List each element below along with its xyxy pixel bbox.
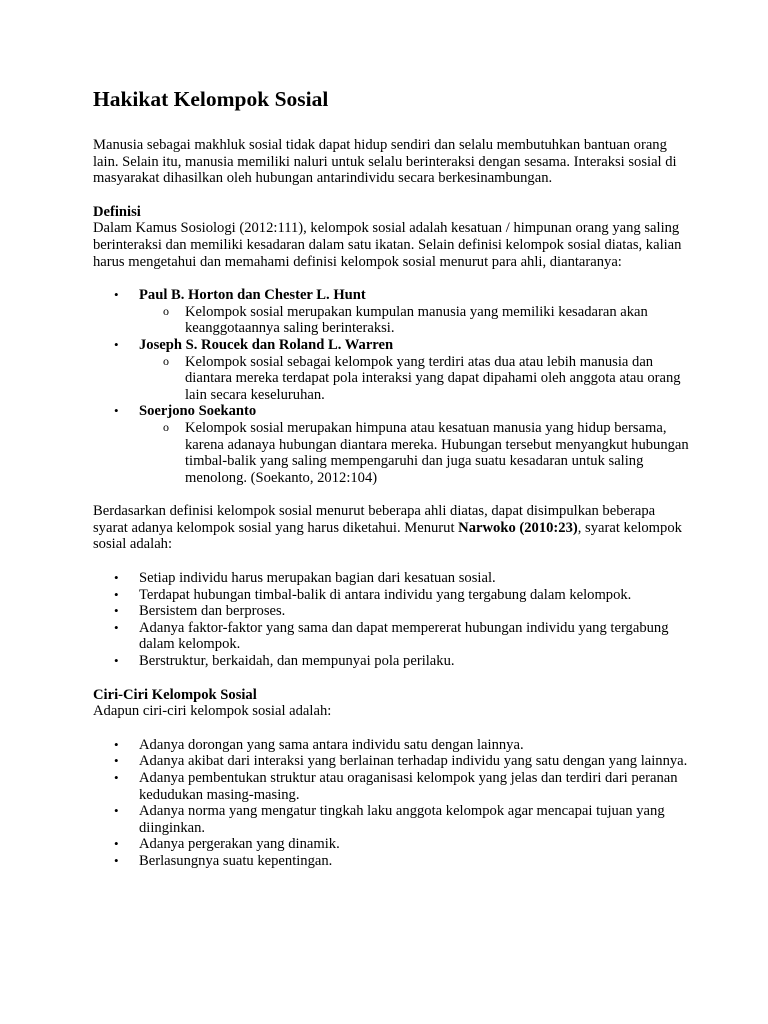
definisi-paragraph: Dalam Kamus Sosiologi (2012:111), kelompok sosial adalah kesatuan / himpunan orang yang saling berinteraksi dan memiliki kesadaran dalam satu ikatan. Selain definisi kelompok sosial diatas, kalian harus mengetahui dan memahami definisi kelompok sosial menurut para ahli, diantaranya: xyxy=(93,220,682,270)
list-item: • Adanya pembentukan struktur atau oraganisasi kelompok yang jelas dan terdiri dari peranan kedudukan masing-masing. xyxy=(93,770,693,803)
expert-name: Soerjono Soekanto xyxy=(139,403,257,420)
definisi-heading: Definisi xyxy=(93,203,141,220)
syarat-text-after: , syarat kelompok sosial adalah: xyxy=(93,519,682,553)
list-item: • Setiap individu harus merupakan bagian dari kesatuan sosial. xyxy=(93,570,693,587)
experts-list xyxy=(93,287,693,486)
syarat-list xyxy=(93,570,693,670)
list-item xyxy=(93,403,693,486)
intro-paragraph: Manusia sebagai makhluk sosial tidak dapat hidup sendiri dan selalu membutuhkan bantuan orang lain. Selain itu, manusia memiliki naluri untuk selalu berinteraksi dengan sesama. Interaksi sosial di masyarakat dihasilkan oleh hubungan antarindividu secara berkesinambungan. xyxy=(93,137,677,187)
list-item: • Adanya faktor-faktor yang sama dan dapat mempererat hubungan individu yang tergabung dalam kelompok. xyxy=(93,620,693,653)
list-item: • Adanya akibat dari interaksi yang berlainan terhadap individu yang satu dengan yang lainnya. xyxy=(93,753,693,770)
ciri-paragraph: Adapun ciri-ciri kelompok sosial adalah: xyxy=(93,703,332,720)
list-item: • Adanya norma yang mengatur tingkah laku anggota kelompok agar mencapai tujuan yang diinginkan. xyxy=(93,803,693,836)
expert-definition: o Kelompok sosial merupakan kumpulan manusia yang memiliki kesadaran akan keanggotaannya saling berinteraksi. xyxy=(93,304,693,337)
list-item: • Adanya pergerakan yang dinamik. xyxy=(93,836,693,853)
expert-name: Paul B. Horton dan Chester L. Hunt xyxy=(139,287,366,304)
page-title: Hakikat Kelompok Sosial xyxy=(93,87,329,111)
ciri-heading: Ciri-Ciri Kelompok Sosial xyxy=(93,686,257,703)
expert-name: Joseph S. Roucek dan Roland L. Warren xyxy=(139,336,394,353)
document-body xyxy=(93,87,693,870)
list-item: • Adanya dorongan yang sama antara individu satu dengan lainnya. xyxy=(93,737,693,754)
list-item: • Berlasungnya suatu kepentingan. xyxy=(93,853,693,870)
ciri-list xyxy=(93,737,693,870)
expert-definition: o Kelompok sosial merupakan himpuna atau kesatuan manusia yang hidup bersama, karena adanaya hubungan diantara mereka. Hubungan tersebut menyangkut hubungan timbal-balik yang saling mempengaruhi dan juga suatu kesadaran untuk saling menolong. (Soekanto, 2012:104) xyxy=(93,420,693,486)
list-item xyxy=(93,337,693,403)
syarat-text-before: Berdasarkan definisi kelompok sosial menurut beberapa ahli diatas, dapat disimpulkan beberapa syarat adanya kelompok sosial yang harus diketahui. Menurut xyxy=(93,503,656,536)
list-item: • Bersistem dan berproses. xyxy=(93,603,693,620)
syarat-citation: Narwoko (2010:23) xyxy=(458,519,578,536)
expert-definition: o Kelompok sosial sebagai kelompok yang terdiri atas dua atau lebih manusia dan diantara mereka terdapat pola interaksi yang dapat dipahami oleh anggota atau orang lain secara keseluruhan. xyxy=(93,354,693,404)
list-item xyxy=(93,287,693,337)
list-item: • Berstruktur, berkaidah, dan mempunyai pola perilaku. xyxy=(93,653,693,670)
list-item: • Terdapat hubungan timbal-balik di antara individu yang tergabung dalam kelompok. xyxy=(93,587,693,604)
syarat-paragraph xyxy=(93,503,693,553)
